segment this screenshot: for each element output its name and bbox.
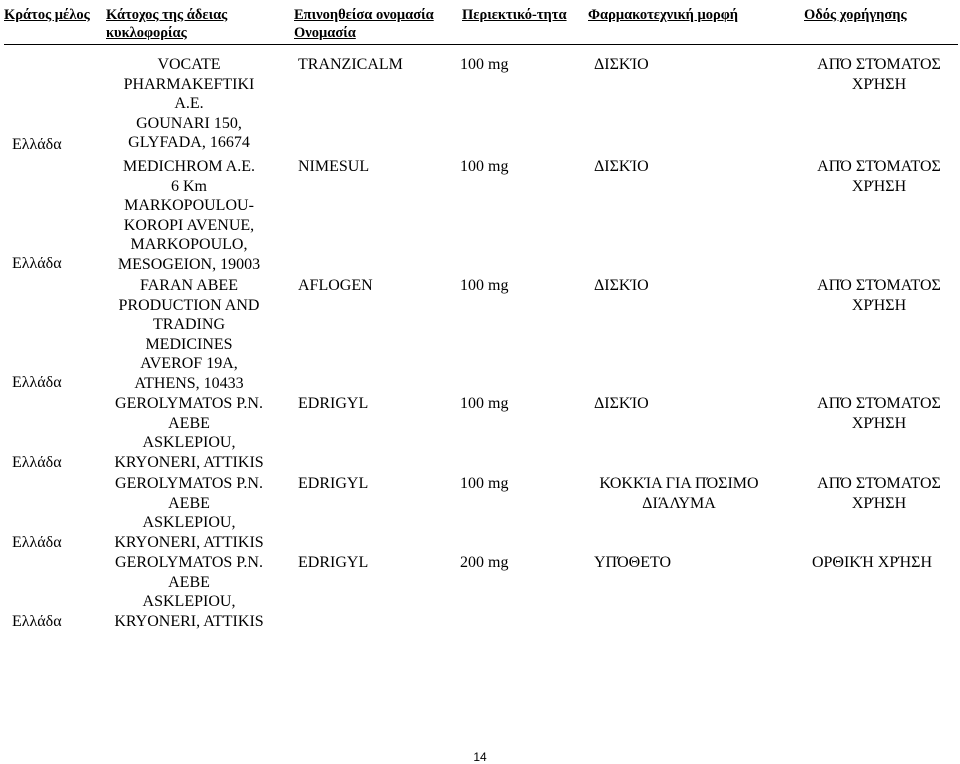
country-cell: Ελλάδα [12, 136, 62, 153]
holder-cell [104, 55, 274, 153]
route-line: ΑΠΌ ΣΤΌΜΑΤΟΣ [817, 475, 941, 492]
holder-cell [104, 157, 274, 274]
form-cell [594, 276, 649, 296]
form-line: ΔΙΣΚΊΟ [594, 56, 649, 73]
holder-line: GEROLYMATOS P.N. [115, 554, 263, 571]
name-cell: NIMESUL [298, 158, 370, 175]
header-name-line-2: Ονομασία [294, 25, 356, 41]
form-line: ΔΙΆΛΥΜΑ [642, 494, 716, 512]
table-header [0, 6, 960, 46]
form-line: ΔΙΣΚΊΟ [594, 395, 649, 412]
holder-line: ASKLEPIOU, [142, 514, 236, 531]
holder-line: TRADING [153, 316, 225, 333]
holder-line: AEBE [168, 573, 210, 591]
strength-cell: 100 mg [460, 158, 509, 175]
form-line: ΔΙΣΚΊΟ [594, 158, 649, 175]
route-cell [804, 474, 954, 513]
strength-cell: 100 mg [460, 56, 509, 73]
holder-cell [104, 553, 274, 631]
name-cell: AFLOGEN [298, 277, 373, 294]
holder-line: AEBE [168, 414, 210, 432]
route-line: ΑΠΌ ΣΤΌΜΑΤΟΣ [817, 158, 941, 175]
holder-line: PRODUCTION AND [118, 296, 260, 314]
holder-line: KRYONERI, ATTIKIS [114, 453, 264, 471]
holder-line: KRYONERI, ATTIKIS [114, 612, 264, 630]
route-line: ΧΡΉΣΗ [851, 75, 907, 93]
route-line: ΑΠΌ ΣΤΌΜΑΤΟΣ [817, 277, 941, 294]
holder-line: MESOGEION, 19003 [117, 255, 261, 273]
country-cell: Ελλάδα [12, 613, 62, 630]
holder-line: MEDICINES [145, 335, 233, 353]
header-route: Οδός χορήγησης [804, 7, 907, 23]
holder-line: KOROPI AVENUE, [123, 216, 255, 234]
header-form: Φαρμακοτεχνική μορφή [588, 7, 739, 23]
route-cell [804, 55, 954, 94]
header-name-line-1: Επινοηθείσα ονομασία [294, 7, 434, 23]
holder-line: 6 Km [171, 177, 207, 195]
route-line: ΧΡΉΣΗ [851, 177, 907, 195]
route-line: ΑΠΌ ΣΤΌΜΑΤΟΣ [817, 56, 941, 73]
route-line: ΧΡΉΣΗ [851, 494, 907, 512]
holder-line: VOCATE [157, 56, 221, 73]
country-cell: Ελλάδα [12, 454, 62, 471]
holder-line: A.E. [174, 95, 204, 112]
holder-line: GEROLYMATOS P.N. [115, 395, 263, 412]
strength-cell: 200 mg [460, 554, 509, 571]
route-cell [804, 276, 954, 315]
holder-line: GLYFADA, 16674 [128, 134, 250, 151]
form-cell [594, 553, 671, 573]
page-number: 14 [473, 750, 487, 764]
holder-line: KRYONERI, ATTIKIS [114, 533, 264, 551]
header-strength: Περιεκτικό-τητα [462, 7, 567, 23]
holder-cell [104, 276, 274, 393]
holder-line: ASKLEPIOU, [142, 593, 236, 610]
holder-line: GEROLYMATOS P.N. [115, 475, 263, 492]
form-line: ΔΙΣΚΊΟ [594, 277, 649, 294]
holder-line: ASKLEPIOU, [142, 434, 236, 451]
header-holder-line-2: κυκλοφορίας [106, 25, 187, 41]
route-cell [804, 157, 954, 196]
header-country: Κράτος μέλος [4, 7, 90, 23]
strength-cell: 100 mg [460, 475, 509, 492]
country-cell: Ελλάδα [12, 534, 62, 551]
holder-cell [104, 474, 274, 552]
holder-line: FARAN ABEE [140, 277, 238, 294]
holder-line: AEBE [168, 494, 210, 512]
form-cell [594, 55, 649, 75]
header-divider [4, 44, 958, 45]
form-cell [594, 394, 649, 414]
holder-line: MARKOPOULOU- [124, 197, 254, 214]
route-cell [804, 394, 954, 433]
name-cell: EDRIGYL [298, 475, 369, 492]
holder-line: MEDICHROM A.E. [122, 158, 255, 175]
form-cell [594, 157, 649, 177]
route-line: ΧΡΉΣΗ [851, 296, 907, 314]
country-cell: Ελλάδα [12, 255, 62, 272]
name-cell: EDRIGYL [298, 395, 369, 412]
holder-line: PHARMAKEFTIKI [123, 75, 255, 93]
holder-line: MARKOPOULO, [130, 236, 248, 253]
route-line: ΧΡΉΣΗ [851, 414, 907, 432]
route-line: ΟΡΘΙΚΉ ΧΡΉΣΗ [811, 554, 933, 571]
name-cell: TRANZICALM [298, 56, 403, 73]
form-cell [584, 474, 774, 513]
holder-line: ATHENS, 10433 [134, 374, 244, 392]
strength-cell: 100 mg [460, 395, 509, 412]
holder-line: AVEROF 19A, [140, 355, 238, 372]
holder-line: GOUNARI 150, [136, 114, 242, 132]
route-line: ΑΠΌ ΣΤΌΜΑΤΟΣ [817, 395, 941, 412]
header-holder-line-1: Κάτοχος της άδειας [106, 7, 228, 23]
name-cell: EDRIGYL [298, 554, 369, 571]
header-holder [106, 6, 227, 42]
route-cell [792, 553, 952, 573]
strength-cell: 100 mg [460, 277, 509, 294]
header-name [294, 6, 434, 42]
form-line: ΚΟΚΚΊΑ ΓΙΑ ΠΌΣΙΜΟ [599, 475, 759, 492]
country-cell: Ελλάδα [12, 374, 62, 391]
form-line: ΥΠΌΘΕΤΟ [594, 554, 672, 571]
holder-cell [104, 394, 274, 472]
